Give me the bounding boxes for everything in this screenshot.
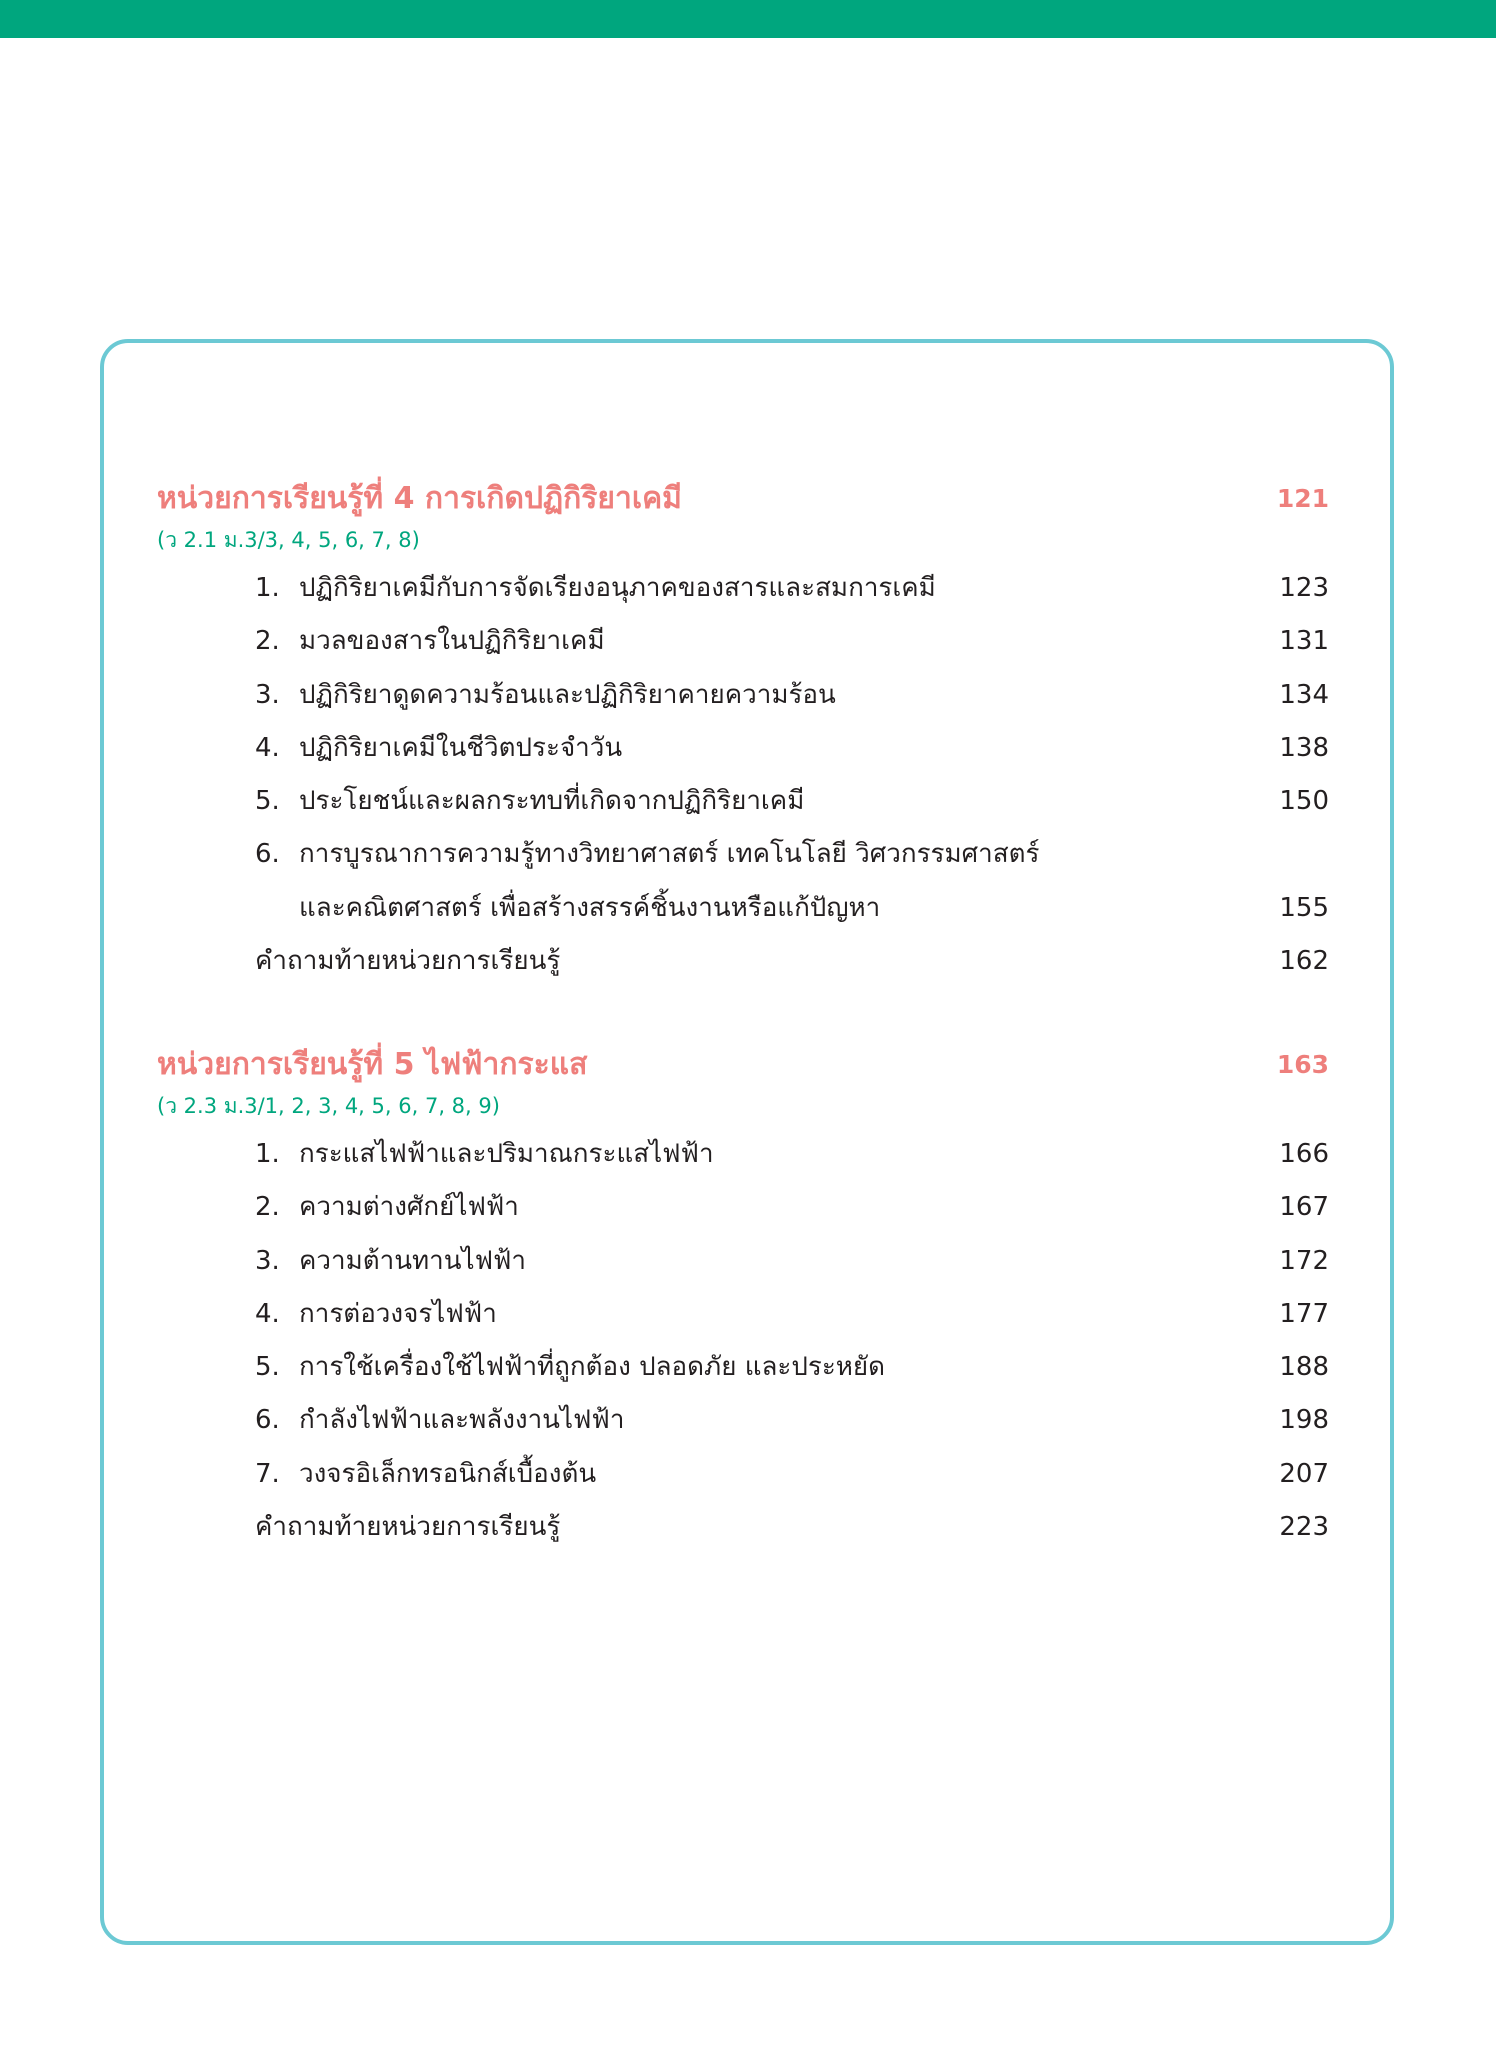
toc-item-title: มวลของสารในปฏิกิริยาเคมี [299,626,605,657]
unit-page-number: 163 [1276,1050,1329,1079]
toc-item-title: วงจรอิเล็กทรอนิกส์เบื้องต้น [299,1458,597,1489]
toc-item-page: 188 [1279,1352,1329,1383]
toc-review-item[interactable] [157,935,1329,988]
toc-item-page: 150 [1279,786,1329,817]
toc-item-title: ปฏิกิริยาเคมีกับการจัดเรียงอนุภาคของสารและสมการเคมี [299,573,936,603]
toc-item-title: กำลังไฟฟ้าและพลังงานไฟฟ้า [299,1405,625,1436]
toc-item[interactable] [157,562,1329,615]
toc-review-item[interactable] [157,1501,1329,1554]
unit-section-4 [157,476,1329,988]
toc-item-title: ปฏิกิริยาเคมีในชีวิตประจำวัน [299,732,623,763]
unit-section-5 [157,1042,1329,1554]
toc-item-number: 4. [255,1298,280,1329]
toc-item[interactable] [157,775,1329,828]
toc-item-number: 4. [255,732,280,763]
toc-item-page: 172 [1279,1245,1329,1276]
toc-item-number: 5. [255,1352,280,1383]
toc-item-title-line-2: และคณิตศาสตร์ เพื่อสร้างสรรค์ชิ้นงานหรือแก้ปัญหา [299,892,881,923]
toc-item-page: 155 [1279,892,1329,923]
toc-item-number: 1. [255,573,280,603]
toc-item-page: 207 [1279,1458,1329,1489]
toc-item-number: 3. [255,679,280,710]
toc-item[interactable] [157,1341,1329,1394]
unit-title: หน่วยการเรียนรู้ที่ 5 ไฟฟ้ากระแส [157,1047,588,1082]
unit-heading[interactable] [157,476,1329,522]
toc-item-number: 3. [255,1245,280,1276]
toc-item-title: ประโยชน์และผลกระทบที่เกิดจากปฏิกิริยาเคมี [299,786,805,817]
toc-item-title: ปฏิกิริยาดูดความร้อนและปฏิกิริยาคายความร้อน [299,679,836,710]
toc-item-number: 7. [255,1458,280,1489]
toc-review-page: 162 [1279,946,1329,977]
toc-item-number: 5. [255,786,280,817]
toc-item-page: 134 [1279,679,1329,710]
toc-item-page: 131 [1279,626,1329,657]
toc-review-title: คำถามท้ายหน่วยการเรียนรู้ [255,1512,561,1543]
toc-item-number: 6. [255,839,280,870]
toc-item[interactable] [157,722,1329,775]
toc-item-page: 198 [1279,1405,1329,1436]
toc-item-continuation[interactable] [157,882,1329,935]
toc-item[interactable] [157,1448,1329,1501]
toc-item[interactable] [157,828,1329,881]
toc-review-page: 223 [1279,1512,1329,1543]
toc-item-title: ความต่างศักย์ไฟฟ้า [299,1192,519,1223]
top-color-bar [0,0,1496,38]
unit-page-number: 121 [1276,484,1329,513]
toc-item-page: 167 [1279,1192,1329,1223]
toc-item-page: 177 [1279,1298,1329,1329]
toc-item[interactable] [157,615,1329,668]
toc-item-title: การใช้เครื่องใช้ไฟฟ้าที่ถูกต้อง ปลอดภัย และประหยัด [299,1352,886,1383]
toc-item-page: 138 [1279,732,1329,763]
toc-item[interactable] [157,669,1329,722]
unit-title: หน่วยการเรียนรู้ที่ 4 การเกิดปฏิกิริยาเคมี [157,481,682,516]
toc-item-page: 123 [1279,573,1329,603]
toc-review-title: คำถามท้ายหน่วยการเรียนรู้ [255,946,561,977]
toc-item[interactable] [157,1128,1329,1181]
toc-item-number: 2. [255,626,280,657]
unit-standards: (ว 2.1 ม.3/3, 4, 5, 6, 7, 8) [157,528,420,552]
toc-item-title: กระแสไฟฟ้าและปริมาณกระแสไฟฟ้า [299,1139,714,1169]
toc-item-number: 1. [255,1139,280,1169]
toc-item[interactable] [157,1235,1329,1288]
toc-item-title: การบูรณาการความรู้ทางวิทยาศาสตร์ เทคโนโลยี วิศวกรรมศาสตร์ [299,839,1040,870]
toc-item[interactable] [157,1394,1329,1447]
toc-item[interactable] [157,1288,1329,1341]
toc-item-page: 166 [1279,1139,1329,1169]
toc-item-title: การต่อวงจรไฟฟ้า [299,1298,497,1329]
toc-item[interactable] [157,1181,1329,1234]
unit-standards: (ว 2.3 ม.3/1, 2, 3, 4, 5, 6, 7, 8, 9) [157,1094,500,1118]
toc-item-title: ความต้านทานไฟฟ้า [299,1245,526,1276]
toc-item-number: 6. [255,1405,280,1436]
unit-heading[interactable] [157,1042,1329,1088]
toc-item-number: 2. [255,1192,280,1223]
